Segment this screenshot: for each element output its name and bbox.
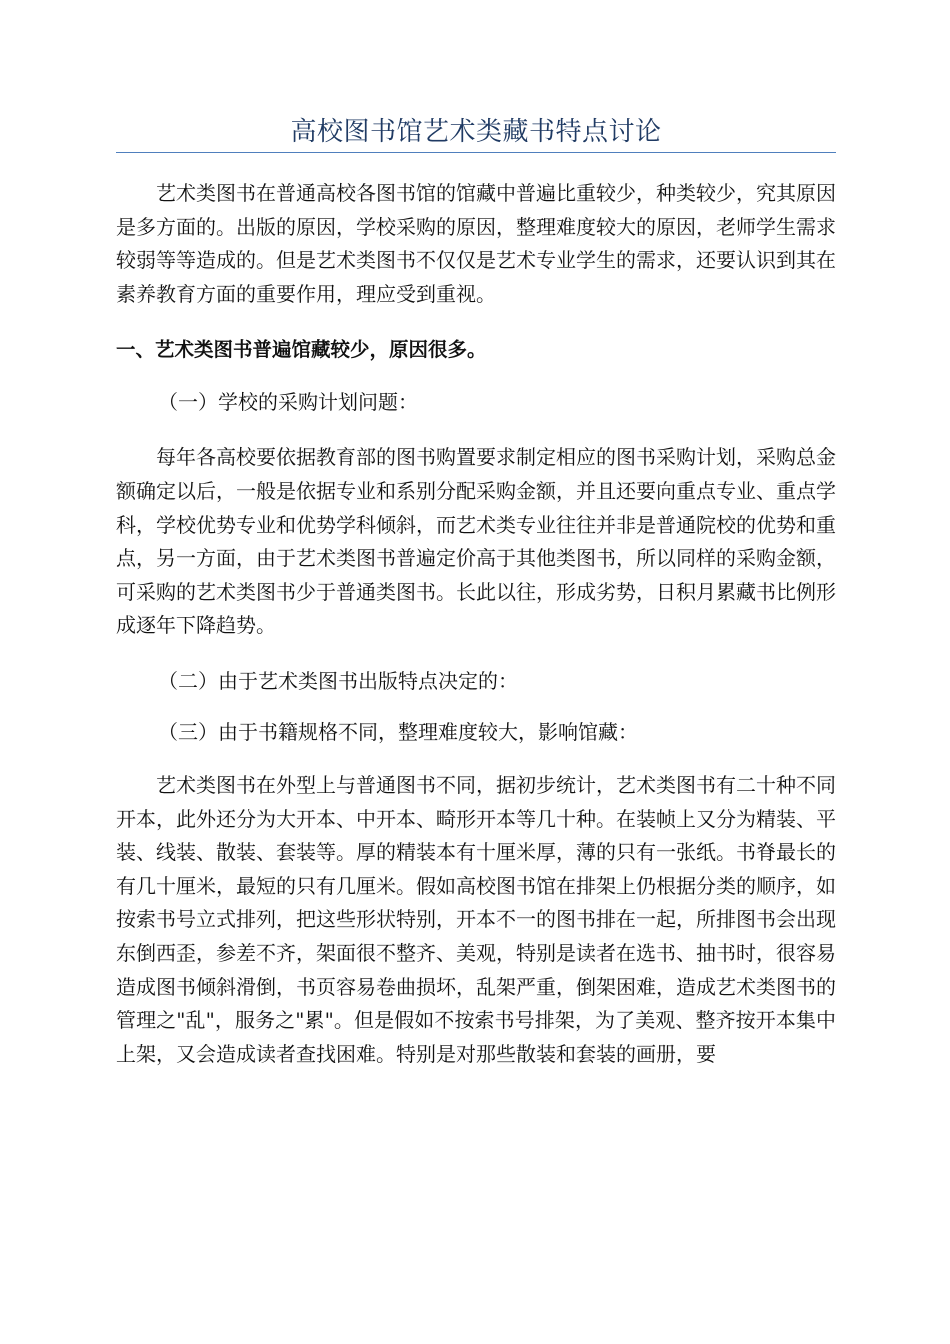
subheading-1: （一）学校的采购计划问题： [158, 390, 418, 415]
document-title: 高校图书馆艺术类藏书特点讨论 [116, 108, 836, 153]
purchase-paragraph: 每年各高校要依据教育部的图书购置要求制定相应的图书采购计划，采购总金额确定以后，一般是依据专业和系别分配采购金额，并且还要向重点专业、重点学科，学校优势专业和优势学科倾斜，而艺术类专业往往并非是普通院校的优势和重点，另一方面，由于艺术类图书普遍定价高于其他类图书，所以同样的采购金额，可采购的艺术类图书少于普通类图书。长此以往，形成劣势，日积月累藏书比例形成逐年下降趋势。 [116, 445, 836, 638]
section-heading-1: 一、艺术类图书普遍馆藏较少，原因很多。 [116, 338, 487, 362]
subheading-2: （二）由于艺术类图书出版特点决定的： [158, 668, 518, 693]
intro-paragraph: 艺术类图书在普通高校各图书馆的馆藏中普遍比重较少，种类较少，究其原因是多方面的。出版的原因，学校采购的原因，整理难度较大的原因，老师学生需求较弱等等造成的。但是艺术类图书不仅仅是艺术专业学生的需求，还要认识到其在素养教育方面的重要作用，理应受到重视。 [116, 181, 836, 306]
format-paragraph: 艺术类图书在外型上与普通图书不同，据初步统计，艺术类图书有二十种不同开本，此外还分为大开本、中开本、畸形开本等几十种。在装帧上又分为精装、平装、线装、散装、套装等。厚的精装本有十厘米厚，薄的只有一张纸。书脊最长的有几十厘米，最短的只有几厘米。假如高校图书馆在排架上仍根据分类的顺序，如按索书号立式排列，把这些形状特别，开本不一的图书排在一起，所排图书会出现东倒西歪，参差不齐，架面很不整齐、美观，特别是读者在选书、抽书时，很容易造成图书倾斜滑倒，书页容易卷曲损坏，乱架严重，倒架困难，造成艺术类图书的管理之"乱"，服务之"累"。但是假如不按索书号排架，为了美观、整齐按开本集中上架，又会造成读者查找困难。特别是对那些散装和套装的画册，要 [116, 772, 836, 1066]
subheading-3: （三）由于书籍规格不同，整理难度较大，影响馆藏： [158, 719, 638, 744]
document-page [116, 108, 836, 1071]
